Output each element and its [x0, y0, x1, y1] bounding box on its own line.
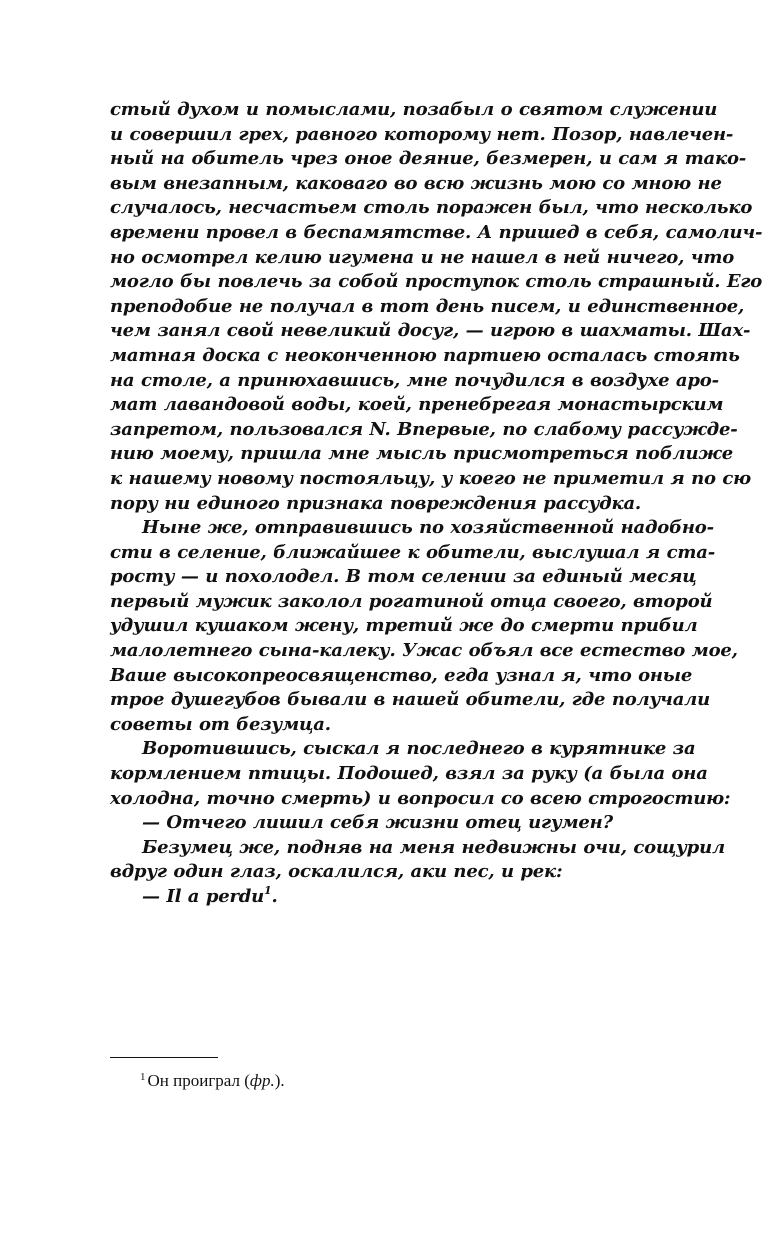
text-line: кормлением птицы. Подошед, взял за руку (а была она — [110, 763, 708, 785]
text-line: могло бы повлечь за собой проступок столь страшный. Его — [110, 271, 763, 293]
text-line: времени провел в беспамятстве. А пришед в себя, самолич- — [110, 221, 763, 243]
dialogue-line-1 — [110, 811, 690, 836]
footnote — [140, 1066, 285, 1092]
text-line: советы от безумца. — [110, 713, 331, 735]
text-line: случалось, несчастьем столь поражен был, что несколько — [110, 197, 753, 219]
text-line: Ныне же, отправившись по хозяйственной надобно- — [142, 517, 714, 539]
footnote-close: ). — [274, 1071, 285, 1090]
text-line: Воротившись, сыскал я последнего в курятнике за — [142, 738, 696, 760]
paragraph-3 — [110, 737, 731, 811]
footnote-text: Он проиграл ( — [147, 1071, 250, 1090]
dialogue-text: — Il a perdu — [142, 886, 265, 907]
dialogue-end: . — [271, 886, 278, 907]
text-line: Ваше высокопреосвященство, егда узнал я, что оные — [110, 664, 693, 686]
text-line: удушил кушаком жену, третий же до смерти прибил — [110, 615, 698, 637]
text-line: Безумец же, подняв на меня недвижны очи, сощурил — [142, 836, 725, 858]
footnote-divider — [110, 1057, 218, 1058]
text-line: нию моему, пришла мне мысль присмотреться поближе — [110, 443, 733, 465]
text-line: к нашему новому постояльцу, у коего не приметил я по сю — [110, 467, 751, 489]
text-line: малолетнего сына-калеку. Ужас объял все естество мое, — [110, 640, 738, 662]
main-text — [110, 98, 763, 910]
text-line — [110, 885, 690, 910]
text-line: ный на обитель чрез оное деяние, безмерен, и сам я тако- — [110, 148, 747, 170]
paragraph-4 — [110, 836, 725, 885]
text-line: и совершил грех, равного которому нет. Позор, навлечен- — [110, 123, 734, 145]
text-line: холодна, точно смерть) и вопросил со всею строгостию: — [110, 787, 731, 809]
text-line: пору ни единого признака повреждения рассудка. — [110, 492, 641, 514]
text-line: вдруг один глаз, оскалился, аки пес, и рек: — [110, 861, 563, 883]
text-line: преподобие не получал в тот день писем, и единственное, — [110, 295, 745, 317]
text-line: мат лавандовой воды, коей, пренебрегая монастырским — [110, 394, 724, 416]
footnote-marker: 1 — [140, 1071, 146, 1083]
page-body — [110, 98, 763, 910]
text-line: матная доска с неоконченною партиею осталась стоять — [110, 344, 740, 366]
text-line: росту — и похолодел. В том селении за единый месяц — [110, 566, 697, 588]
text-line: но осмотрел келию игумена и не нашел в ней ничего, что — [110, 246, 735, 268]
text-line: стый духом и помыслами, позабыл о святом служении — [110, 99, 718, 120]
paragraph-1 — [110, 98, 763, 516]
paragraph-2 — [110, 516, 738, 737]
dialogue-line-2 — [110, 885, 690, 910]
text-line: вым внезапным, каковаго во всю жизнь мою со мною не — [110, 172, 722, 194]
text-line: на столе, а принюхавшись, мне почудился в воздухе аро- — [110, 369, 719, 391]
text-line: запретом, пользовался N. Впервые, по слабому рассужде- — [110, 418, 738, 440]
text-line: трое душегубов бывали в нашей обители, где получали — [110, 689, 711, 711]
text-line: — Отчего лишил себя жизни отец игумен? — [142, 812, 613, 834]
text-line: сти в селение, ближайшее к обители, выслушал я ста- — [110, 541, 715, 563]
text-line: первый мужик заколол рогатиной отца своего, второй — [110, 590, 713, 612]
footnote-abbreviation: фр. — [249, 1071, 275, 1090]
footnote-reference: 1 — [264, 884, 272, 897]
text-line: чем занял свой невеликий досуг, — игрою в шахматы. Шах- — [110, 320, 751, 342]
